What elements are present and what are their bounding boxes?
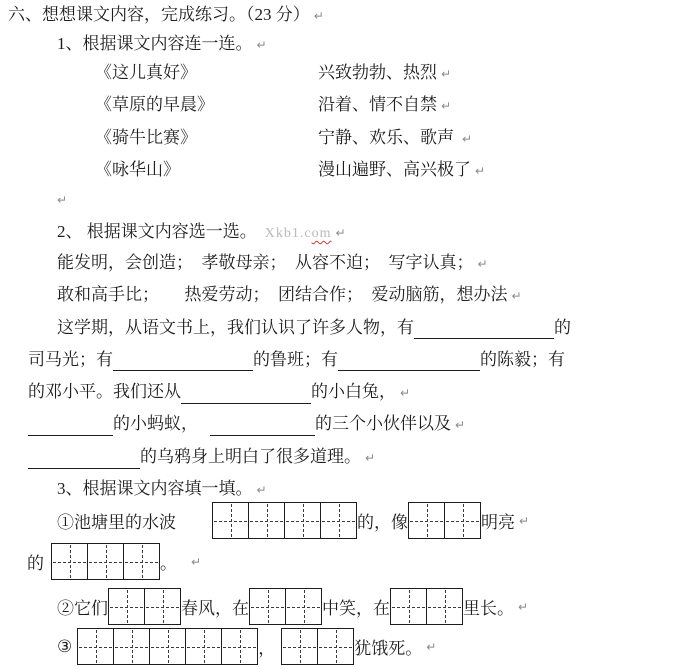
grid-line-text: ， [258, 639, 276, 658]
grid-cell [285, 588, 322, 625]
grid-cell [221, 628, 258, 665]
q2-heading-text: 2、 根据课文内容选一选。 [57, 222, 257, 241]
fill-blank [113, 353, 253, 371]
grid-cell [249, 588, 286, 625]
q1-heading [57, 33, 267, 56]
paragraph-mark-icon: ↵ [313, 9, 324, 23]
grid-cell [185, 628, 222, 665]
fill-text: 的小白兔， [311, 382, 396, 401]
paragraph-mark-icon: ↵ [441, 99, 452, 113]
grid-line-text: ②它们 [57, 599, 108, 618]
grid-cell [144, 588, 181, 625]
q3-heading [57, 478, 267, 501]
grid-cell [77, 628, 114, 665]
q2-fill-line [28, 349, 565, 371]
fill-blank [28, 418, 113, 436]
grid-cell [390, 588, 427, 625]
q2-option-line [57, 284, 522, 307]
q1-heading-text: 1、根据课文内容连一连。 [57, 34, 253, 53]
q3-grid-line [27, 542, 201, 581]
q3-grid-line [57, 627, 436, 666]
grid-cell [212, 502, 249, 539]
writing-grid [77, 628, 258, 665]
grid-cell [317, 628, 354, 665]
q2-option-line [57, 252, 488, 275]
match-right-text: 沿着、情不自禁 [318, 95, 437, 114]
paragraph-mark-icon: ↵ [455, 418, 466, 432]
paragraph-mark-icon: ↵ [475, 164, 486, 178]
grid-cell [284, 502, 321, 539]
writing-grid [390, 588, 463, 625]
paragraph-mark-icon: ↵ [519, 513, 530, 528]
writing-grid [281, 628, 354, 665]
fill-blank [181, 386, 311, 404]
fill-text: 的小蚂蚁， [113, 414, 198, 433]
q2-fill-line [28, 413, 465, 436]
grid-cell [444, 502, 481, 539]
match-row [0, 127, 674, 151]
q2-fill-line [57, 317, 571, 339]
writing-grid [408, 502, 481, 539]
grid-cell [108, 588, 145, 625]
paragraph-mark-icon: ↵ [518, 599, 529, 614]
paragraph-mark-icon: ↵ [335, 226, 346, 240]
grid-line-text: 犹饿死。 [354, 639, 423, 658]
match-right-item [318, 159, 485, 182]
match-right-text: 宁静、欢乐、歌声 [318, 128, 454, 147]
fill-text: 的陈毅；有 [480, 350, 565, 369]
paragraph-mark-icon: ↵ [441, 67, 452, 81]
paragraph-mark-icon: ↵ [256, 483, 267, 497]
grid-cell [408, 502, 445, 539]
fill-text: 的邓小平。我们还从 [28, 382, 181, 401]
fill-text: 的 [554, 318, 571, 337]
q3-heading-text: 3、根据课文内容填一填。 [57, 479, 253, 498]
match-left-item: 《这儿真好》 [95, 63, 197, 82]
match-left-item: 《草原的早晨》 [95, 95, 214, 114]
q2-fill-line [28, 381, 410, 404]
paragraph-mark-icon: ↵ [256, 38, 267, 52]
grid-line-text: 的，像 [357, 513, 408, 532]
fill-text: 这学期，从语文书上，我们认识了许多人物，有 [57, 318, 414, 337]
paragraph-mark-icon: ↵ [191, 554, 202, 569]
section-title [8, 4, 324, 27]
fill-text: 司马光；有 [28, 350, 113, 369]
grid-line-text: 。 [160, 554, 177, 573]
paragraph-mark-icon: ↵ [365, 451, 376, 465]
q3-grid-line [57, 587, 528, 626]
grid-line-text: 明亮 [481, 513, 515, 532]
grid-line-text: 的 [27, 554, 44, 573]
paragraph-mark-icon: ↵ [57, 193, 68, 207]
grid-cell [320, 502, 357, 539]
grid-line-text: 中笑，在 [322, 599, 390, 618]
match-row [0, 94, 674, 118]
fill-text: 的鲁班；有 [253, 350, 338, 369]
fill-blank [28, 451, 140, 469]
grid-line-text: ①池塘里的水波 [57, 513, 176, 532]
q2-option-text: 能发明，会创造； 孝敬母亲； 从容不迫； 写字认真； [57, 253, 474, 272]
match-right-text: 漫山遍野、高兴极了 [318, 160, 471, 179]
match-right-text: 兴致勃勃、热烈 [318, 63, 437, 82]
paragraph-mark-icon: ↵ [462, 132, 473, 146]
q2-fill-line [28, 446, 375, 469]
fill-text: 的乌鸦身上明白了很多道理。 [140, 447, 361, 466]
grid-cell [426, 588, 463, 625]
grid-cell [113, 628, 150, 665]
q3-grid-line [57, 501, 529, 540]
fill-text: 的三个小伙伴以及 [315, 414, 451, 433]
fill-blank [338, 353, 480, 371]
fill-blank [414, 321, 554, 339]
match-right-item [318, 94, 451, 117]
match-right-item [318, 62, 451, 85]
writing-grid [212, 502, 357, 539]
grid-cell [149, 628, 186, 665]
section-title-text: 六、想想课文内容，完成练习。（23 分） [8, 5, 310, 24]
paragraph-mark-icon: ↵ [511, 289, 522, 303]
fill-blank [210, 418, 315, 436]
grid-line-text: ③ [57, 636, 73, 656]
writing-grid [51, 543, 160, 580]
grid-line-text: 春风，在 [181, 599, 249, 618]
match-left-item: 《咏华山》 [95, 160, 180, 179]
writing-grid [108, 588, 181, 625]
paragraph-mark-icon: ↵ [426, 639, 437, 654]
grid-cell [51, 543, 88, 580]
watermark-spellcheck-squiggle: om [311, 226, 332, 241]
match-row [0, 159, 674, 183]
paragraph-mark-icon: ↵ [477, 257, 488, 271]
grid-line-text: 里长。 [463, 599, 514, 618]
match-right-item [318, 127, 472, 150]
match-row [0, 62, 674, 86]
empty-line [57, 188, 67, 211]
grid-cell [87, 543, 124, 580]
grid-cell [281, 628, 318, 665]
grid-cell [248, 502, 285, 539]
grid-cell [123, 543, 160, 580]
match-left-item: 《骑牛比赛》 [95, 128, 197, 147]
paragraph-mark-icon: ↵ [400, 386, 411, 400]
writing-grid [249, 588, 322, 625]
watermark-text [265, 226, 332, 241]
q2-heading [57, 221, 346, 245]
watermark-plain: Xkb1.c [264, 226, 312, 241]
q2-option-text: 敢和高手比； 热爱劳动； 团结合作； 爱动脑筋，想办法 [57, 285, 508, 304]
